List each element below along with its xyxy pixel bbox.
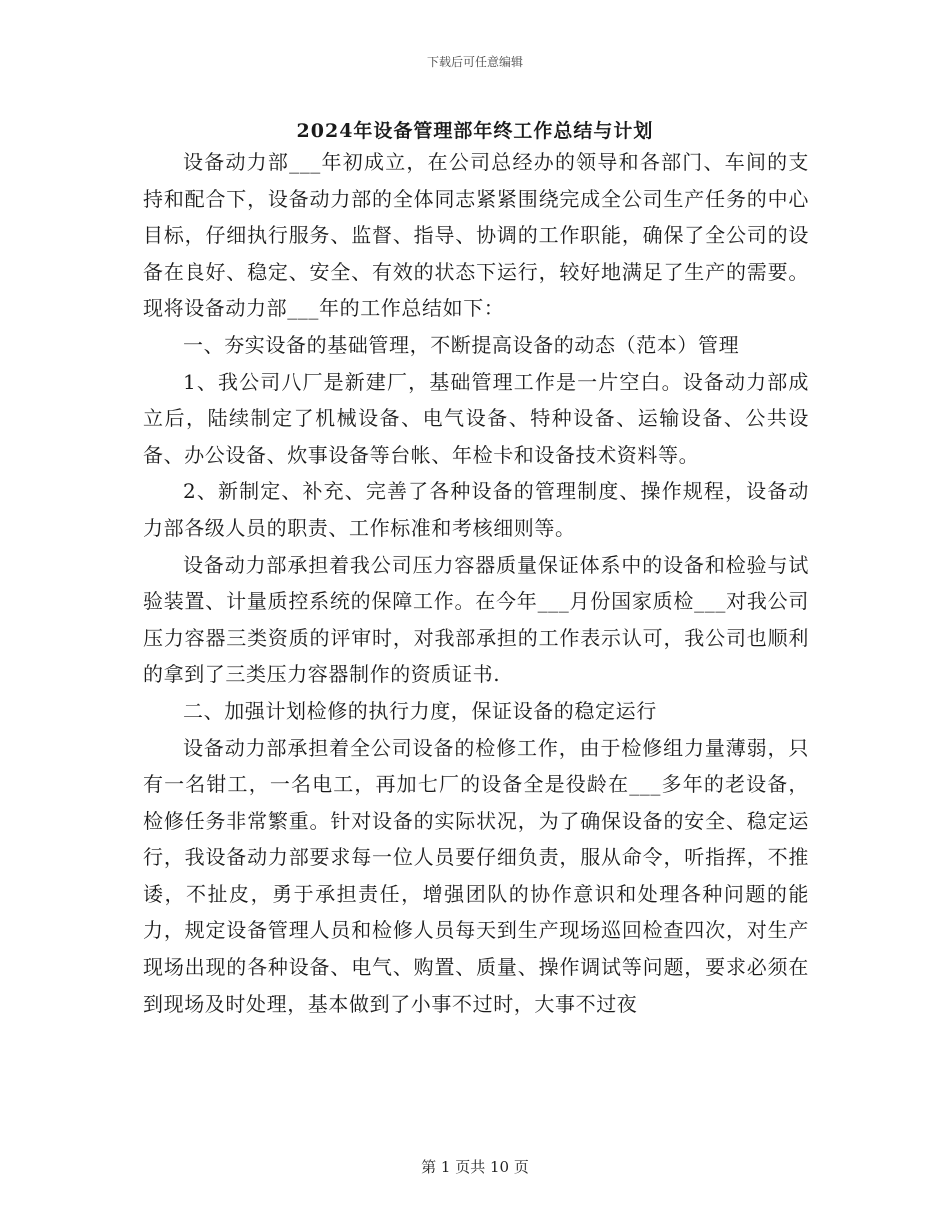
paragraph-pressure-vessel: 设备动力部承担着我公司压力容器质量保证体系中的设备和检验与试验装置、计量质控系统的保障工作。在今年___月份国家质检___对我公司压力容器三类资质的评审时，对我部承担的工作表示认可，我公司也顺利的拿到了三类压力容器制作的资质证书. — [143, 552, 809, 687]
paragraph-maintenance: 设备动力部承担着全公司设备的检修工作，由于检修组力量薄弱，只有一名钳工，一名电工，再加七厂的设备全是役龄在___多年的老设备，检修任务非常繁重。针对设备的实际状况，为了确保设备的安全、稳定运行，我设备动力部要求每一位人员要仔细负责，服从命令，听指挥，不推诿，不扯皮，勇于承担责任，增强团队的协作意识和处理各种问题的能力，规定设备管理人员和检修人员每天到生产现场巡回检查四次，对生产现场出现的各种设备、电气、购置、质量、操作调试等问题，要求必须在到现场及时处理，基本做到了小事不过时，大事不过夜 — [143, 735, 809, 1016]
paragraph-intro: 设备动力部___年初成立，在公司总经办的领导和各部门、车间的支持和配合下，设备动力部的全体同志紧紧围绕完成全公司生产任务的中心目标，仔细执行服务、监督、指导、协调的工作职能，确保了全公司的设备在良好、稳定、安全、有效的状态下运行，较好地满足了生产的需要。现将设备动力部___年的工作总结如下： — [143, 150, 809, 321]
header-note: 下载后可任意编辑 — [426, 55, 523, 69]
document-body — [143, 144, 809, 1022]
paragraph-item-1: 1、我公司八厂是新建厂，基础管理工作是一片空白。设备动力部成立后，陆续制定了机械设备、电气设备、特种设备、运输设备、公共设备、办公设备、炊事设备等台帐、年检卡和设备技术资料等。 — [143, 369, 809, 467]
page-number: 第 1 页共 10 页 — [421, 1158, 529, 1176]
section-heading-1: 一、夯实设备的基础管理，不断提高设备的动态（范本）管理 — [183, 332, 740, 357]
paragraph-item-2: 2、新制定、补充、完善了各种设备的管理制度、操作规程，设备动力部各级人员的职责、工作标准和考核细则等。 — [143, 479, 809, 540]
document-title: 2024年设备管理部年终工作总结与计划 — [296, 120, 654, 142]
section-heading-2: 二、加强计划检修的执行力度，保证设备的稳定运行 — [183, 698, 657, 723]
